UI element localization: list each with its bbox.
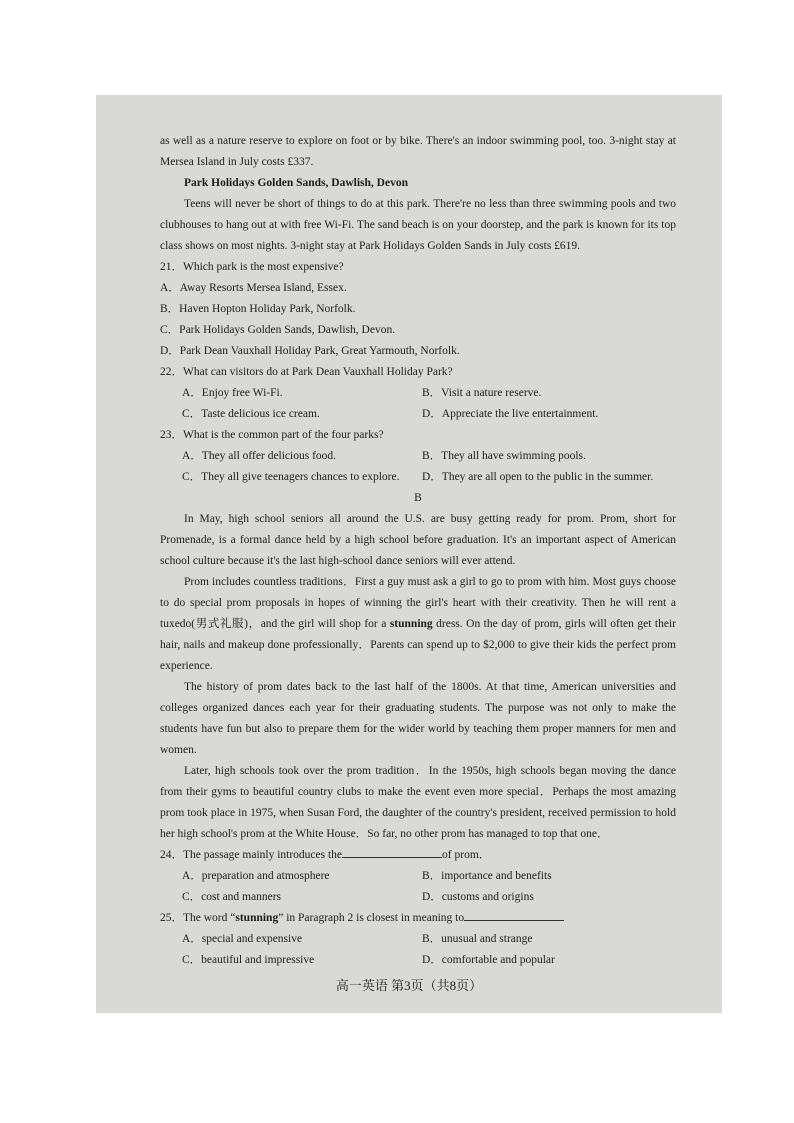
option-a: A．preparation and atmosphere (182, 870, 330, 882)
option-row (182, 929, 676, 950)
exam-page (96, 95, 722, 1013)
paragraph-text: Prom includes countless traditions．First a guy must ask a girl to go to prom with him. Most guys choose to do special prom proposals in hopes of winning the girl's heart with their creativity. Then he will rent a tuxedo(男式礼服)，and the girl will shop for a (160, 576, 676, 630)
option-c: C．They all give teenagers chances to explore. (182, 471, 400, 483)
passage-b-paragraph-3: The history of prom dates back to the last half of the 1800s. At that time, American universities and colleges organized dances each year for their graduating students. The purpose was not only to make the students have fun but also to prepare them for the wider world by teaching them proper manners for men and women. (160, 681, 676, 756)
question-stem: 23．What is the common part of the four parks? (160, 429, 384, 441)
section-b-label: B (414, 492, 422, 504)
question-25 (160, 908, 676, 971)
park-heading: Park Holidays Golden Sands, Dawlish, Devon (184, 177, 408, 189)
option-row (182, 887, 676, 908)
stem-text: 24．The passage mainly introduces the (160, 849, 343, 861)
option-d: D．Appreciate the live entertainment. (422, 408, 599, 420)
park-description: Teens will never be short of things to do at this park. There're no less than three swimming pools and two clubhouses to hang out at with free Wi-Fi. The sand beach is on your doorstep, and the park is known for its top class shows on most nights. 3-night stay at Park Holidays Golden Sands in July costs £619. (160, 198, 676, 252)
question-21 (160, 257, 676, 362)
option-b: B．unusual and strange (422, 933, 533, 945)
option-b: B．importance and benefits (422, 870, 552, 882)
answer-blank (342, 845, 442, 858)
option-a: A．special and expensive (182, 933, 303, 945)
option-c: C．beautiful and impressive (182, 954, 315, 966)
option-row (182, 950, 676, 971)
paragraph-text: dress. On the day of prom, girls will often get their hair, nails and makeup done professionally．Parents can spend up to $2,000 to give their kids the perfect prom experience. (160, 618, 676, 672)
option-b: B．Haven Hopton Holiday Park, Norfolk. (160, 303, 356, 315)
passage-b-paragraph-2 (160, 572, 676, 677)
option-a: A．They all offer delicious food. (182, 450, 337, 462)
option-c: C．cost and manners (182, 891, 282, 903)
keyword-stunning: stunning (389, 618, 433, 630)
option-row (182, 467, 676, 488)
option-row (182, 866, 676, 887)
option-c: C．Taste delicious ice cream. (182, 408, 320, 420)
option-d: D．comfortable and popular (422, 954, 555, 966)
question-stem: 22．What can visitors do at Park Dean Vauxhall Holiday Park? (160, 366, 453, 378)
option-d: D．Park Dean Vauxhall Holiday Park, Great Yarmouth, Norfolk. (160, 345, 460, 357)
question-22 (160, 362, 676, 425)
question-23 (160, 425, 676, 488)
answer-blank (464, 908, 564, 921)
page-footer: 高一英语 第3页（共8页） (335, 978, 483, 993)
option-a: A．Enjoy free Wi-Fi. (182, 387, 283, 399)
option-row (182, 446, 676, 467)
option-d: D．customs and origins (422, 891, 534, 903)
option-d: D．They are all open to the public in the summer. (422, 471, 654, 483)
question-stem (160, 908, 676, 929)
stem-text: 25．The word “ (160, 912, 236, 924)
option-row (182, 404, 676, 425)
option-a: A．Away Resorts Mersea Island, Essex. (160, 282, 347, 294)
passage-b-paragraph-4: Later, high schools took over the prom tradition．In the 1950s, high schools began moving the dance from their gyms to beautiful country clubs to make the event even more special．Perhaps the most amazing prom took place in 1975, when Susan Ford, the daughter of the country's president, received permission to hold her high school's prom at the White House．So far, no other prom has managed to top that one． (160, 765, 676, 840)
stem-text: of prom． (442, 849, 491, 861)
stem-text: ” in Paragraph 2 is closest in meaning to (278, 912, 465, 924)
question-stem (160, 845, 676, 866)
option-b: B．Visit a nature reserve. (422, 387, 542, 399)
question-24 (160, 845, 676, 908)
option-row (182, 383, 676, 404)
passage-a-continuation: as well as a nature reserve to explore on foot or by bike. There's an indoor swimming pool, too. 3-night stay at Mersea Island in July costs £337. (160, 135, 676, 168)
option-b: B．They all have swimming pools. (422, 450, 586, 462)
question-stem: 21．Which park is the most expensive? (160, 261, 344, 273)
passage-b-paragraph-1: In May, high school seniors all around the U.S. are busy getting ready for prom. Prom, short for Promenade, is a formal dance held by a high school before graduation. It's an important aspect of American school culture because it's the last high-school dance seniors will ever attend. (160, 513, 676, 567)
option-c: C．Park Holidays Golden Sands, Dawlish, Devon. (160, 324, 396, 336)
page-content (160, 131, 676, 971)
keyword-stunning: stunning (235, 912, 279, 924)
